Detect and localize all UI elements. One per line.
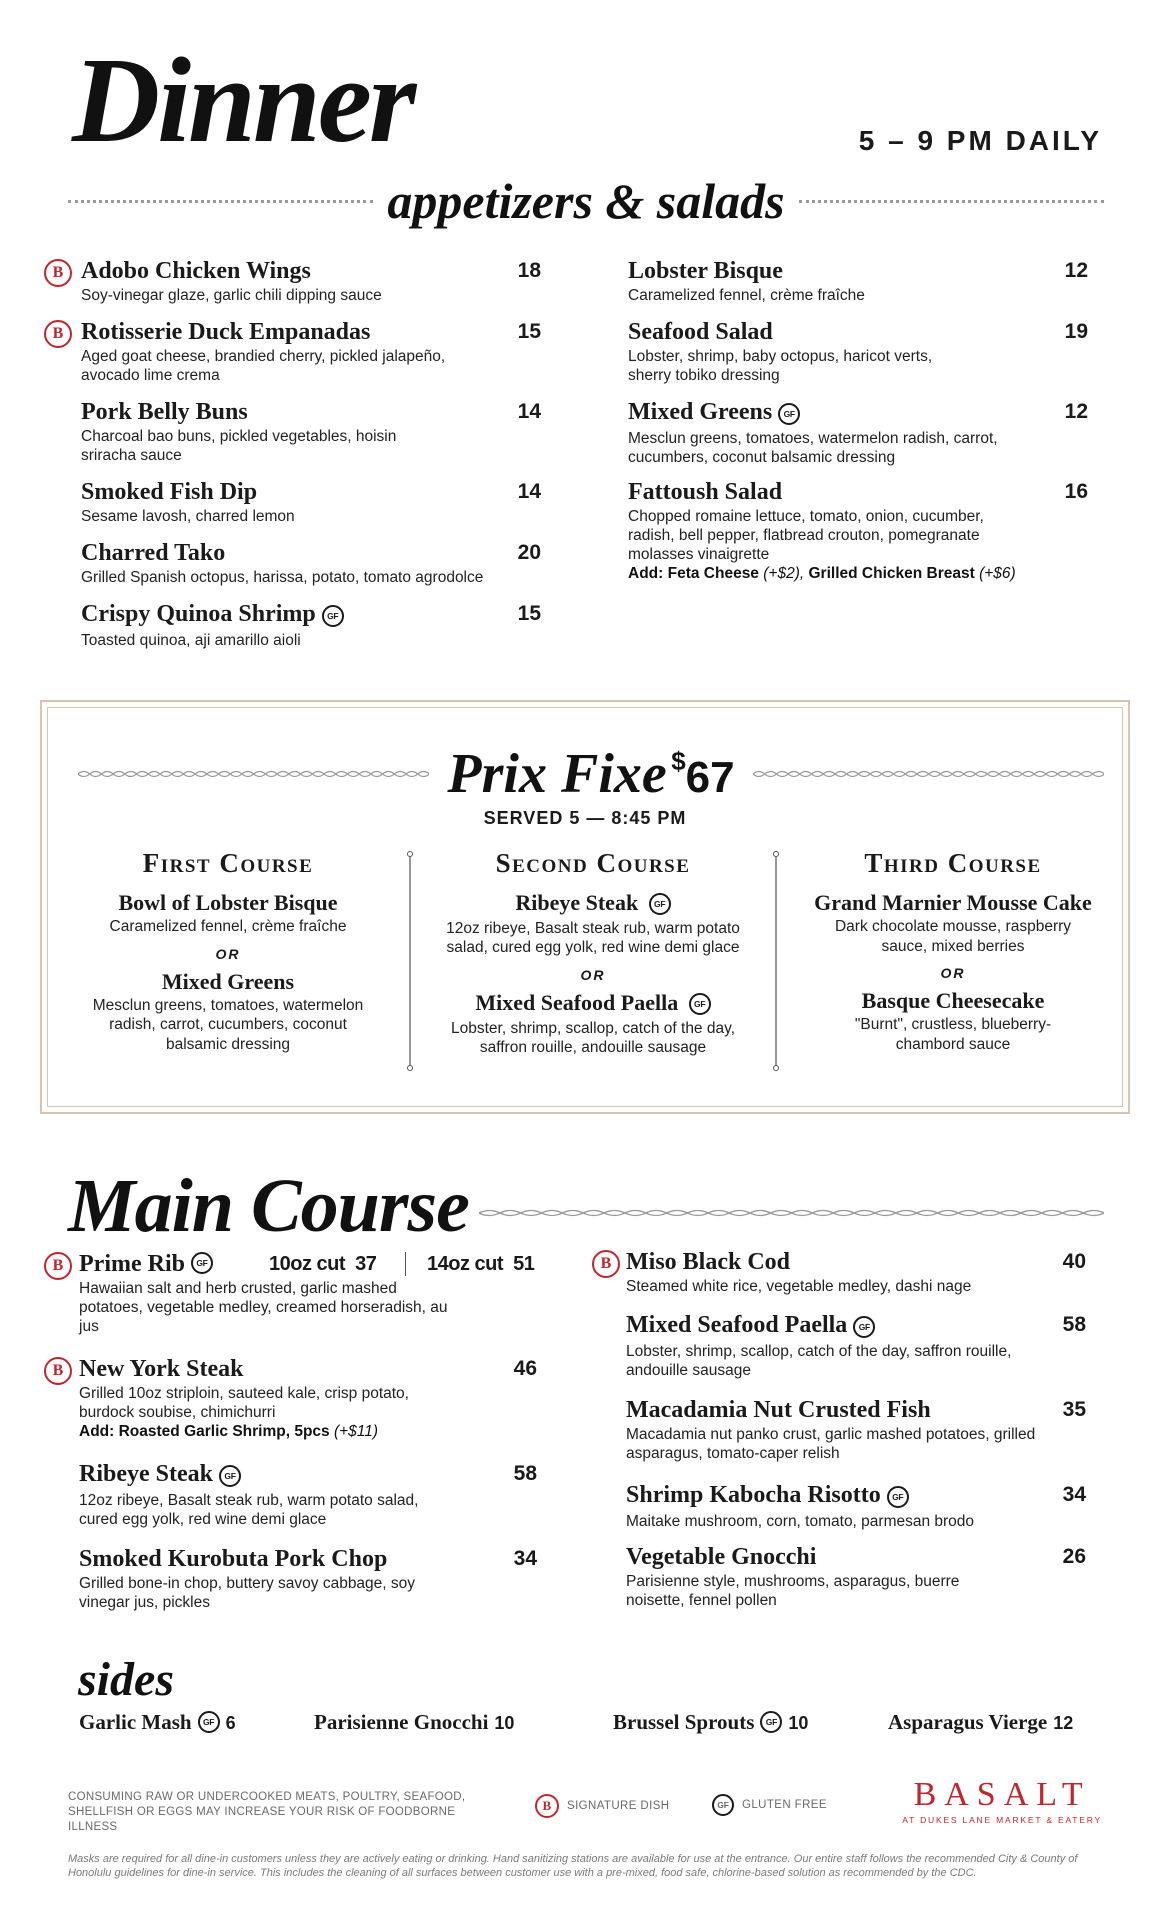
item-name: Seafood Salad xyxy=(628,319,773,345)
item-desc: Caramelized fennel, crème fraîche xyxy=(628,287,865,305)
item-price: 46 xyxy=(513,1357,537,1380)
item-price: 12 xyxy=(1064,259,1088,282)
second-course-column xyxy=(433,848,753,1058)
item-desc: Mesclun greens, tomatoes, watermelon radish, carrot, cucumbers, coconut balsamic dressing xyxy=(628,430,998,466)
gluten-free-icon: GF xyxy=(778,403,800,425)
course-dish: Grand Marnier Mousse Cake xyxy=(814,890,1092,915)
item-price: 40 xyxy=(1062,1250,1086,1273)
third-course-column xyxy=(793,848,1113,1054)
side-item: Brussel Sprouts GF 10 xyxy=(613,1710,809,1734)
signature-b-icon: B xyxy=(44,320,72,348)
ornament-left xyxy=(78,769,429,779)
gluten-free-icon: GF xyxy=(219,1465,241,1487)
course-title: First Course xyxy=(142,848,314,878)
item-name: Mixed Seafood Paella xyxy=(626,1312,848,1338)
item-price: 26 xyxy=(1062,1545,1086,1568)
item-name: Shrimp Kabocha Risotto xyxy=(626,1482,881,1508)
gluten-free-icon: GF xyxy=(760,1711,782,1733)
item-name: Smoked Fish Dip xyxy=(81,479,258,505)
item-name: Smoked Kurobuta Pork Chop xyxy=(79,1546,388,1572)
add-on-line: Add: Feta Cheese (+$2), Grilled Chicken Breast (+$6) xyxy=(628,565,1016,583)
prix-fixe-price: $67 xyxy=(671,746,735,802)
menu-item xyxy=(626,1313,1086,1380)
item-price: 20 xyxy=(517,541,541,564)
prix-fixe-title-row xyxy=(78,742,1104,806)
item-name: Crispy Quinoa Shrimp xyxy=(81,601,316,627)
menu-item xyxy=(79,1357,537,1441)
cut-divider xyxy=(405,1252,406,1276)
appetizers-heading-row xyxy=(68,173,1104,229)
item-price: 14 xyxy=(517,480,541,503)
course-desc: 12oz ribeye, Basalt steak rub, warm potato salad, cured egg yolk, red wine demi glace xyxy=(446,919,740,957)
item-desc: Macadamia nut panko crust, garlic mashed potatoes, grilled asparagus, tomato-caper relish xyxy=(626,1426,1036,1463)
item-desc: Charcoal bao buns, pickled vegetables, hoisin sriracha sauce xyxy=(81,428,397,465)
course-dish: Mixed Seafood Paella xyxy=(475,989,679,1015)
item-price: 18 xyxy=(517,259,541,282)
column-divider xyxy=(771,850,781,1072)
menu-item xyxy=(626,1250,1086,1296)
menu-item xyxy=(628,259,1088,305)
course-dish: Bowl of Lobster Bisque xyxy=(118,890,338,915)
or-separator: OR xyxy=(215,945,241,962)
menu-item xyxy=(81,400,541,465)
signature-b-icon: B xyxy=(44,1357,72,1385)
prix-fixe-title: Prix Fixe xyxy=(447,743,667,805)
item-desc: Hawaiian salt and herb crusted, garlic mashed potatoes, vegetable medley, creamed horseradish, au jus xyxy=(79,1280,448,1336)
page-title: Dinner xyxy=(72,33,414,168)
item-desc: Lobster, shrimp, baby octopus, haricot verts, sherry tobiko dressing xyxy=(628,348,933,385)
gluten-free-icon: GF xyxy=(322,605,344,627)
item-price: 58 xyxy=(1062,1313,1086,1336)
item-name: Miso Black Cod xyxy=(626,1249,791,1275)
item-name: Charred Tako xyxy=(81,540,226,566)
course-dish: Mixed Greens xyxy=(161,968,295,994)
course-desc: Dark chocolate mousse, raspberry sauce, mixed berries xyxy=(834,918,1072,955)
side-item: Parisienne Gnocchi 10 xyxy=(314,1710,515,1734)
gluten-free-icon: GF xyxy=(853,1316,875,1338)
item-name: Macadamia Nut Crusted Fish xyxy=(626,1397,931,1423)
menu-item xyxy=(81,602,541,650)
prix-fixe-box xyxy=(40,700,1130,1114)
served-hours: SERVED 5 — 8:45 PM xyxy=(483,808,687,828)
cut-option-10oz: 10oz cut 37 xyxy=(269,1253,377,1275)
item-price: 14 xyxy=(517,400,541,423)
menu-item xyxy=(79,1547,537,1612)
dotted-rule-left xyxy=(68,200,373,203)
item-desc: Chopped romaine lettuce, tomato, onion, cucumber, radish, bell pepper, flatbread crouton, pomegranate molasses vinaigrette xyxy=(628,508,984,564)
item-name: Adobo Chicken Wings xyxy=(81,258,311,284)
masks-note: Masks are required for all dine-in customers unless they are actively eating or drinking. Hand sanitizing stations are available for use at the entrance. Our entire staff follows the recommended City & County of Honolulu guidelines for dine-in service. This includes the cleaning of all surfaces between customer use with a pre-mixed, food safe, chlorine-based solution as recommended by the CDC. xyxy=(68,1853,1078,1879)
item-desc: 12oz ribeye, Basalt steak rub, warm potato salad, cured egg yolk, red wine demi glace xyxy=(79,1492,419,1528)
menu-item xyxy=(79,1462,537,1529)
item-desc: Maitake mushroom, corn, tomato, parmesan brodo xyxy=(626,1513,975,1530)
cut-option-14oz: 14oz cut 51 xyxy=(427,1253,535,1275)
item-desc: Sesame lavosh, charred lemon xyxy=(81,508,295,526)
course-desc: Lobster, shrimp, scallop, catch of the day, saffron rouille, andouille sausage xyxy=(450,1019,736,1057)
brand-logo xyxy=(902,1778,1102,1825)
menu-item xyxy=(628,480,1088,583)
signature-b-icon: B xyxy=(592,1250,620,1278)
item-desc: Grilled bone-in chop, buttery savoy cabbage, soy vinegar jus, pickles xyxy=(79,1575,416,1612)
ornament-right xyxy=(479,1208,1104,1218)
dotted-rule-right xyxy=(799,200,1104,203)
course-title: Third Course xyxy=(864,848,1042,878)
course-desc: Mesclun greens, tomatoes, watermelon radish, carrot, cucumbers, coconut balsamic dressing xyxy=(92,996,364,1053)
legend-signature: B SIGNATURE DISH xyxy=(535,1794,670,1818)
side-item: Asparagus Vierge 12 xyxy=(888,1710,1074,1734)
item-name: Vegetable Gnocchi xyxy=(626,1544,817,1570)
first-course-column xyxy=(68,848,388,1054)
item-price: 34 xyxy=(1062,1483,1086,1506)
signature-b-icon: B xyxy=(44,1252,72,1280)
column-divider xyxy=(405,850,415,1072)
item-price: 19 xyxy=(1064,320,1088,343)
item-desc: Aged goat cheese, brandied cherry, pickled jalapeño, avocado lime crema xyxy=(81,348,446,385)
item-price: 16 xyxy=(1064,480,1088,503)
service-hours: 5 – 9 PM DAILY xyxy=(858,125,1102,156)
item-name: Prime Rib xyxy=(79,1251,185,1277)
menu-item xyxy=(81,320,541,385)
item-name: Pork Belly Buns xyxy=(81,399,248,425)
or-separator: OR xyxy=(580,966,606,983)
legend-gluten-free: GF GLUTEN FREE xyxy=(712,1794,827,1816)
item-name: Fattoush Salad xyxy=(628,479,783,505)
item-desc: Toasted quinoa, aji amarillo aioli xyxy=(81,632,301,649)
menu-item xyxy=(81,259,541,305)
signature-b-icon: B xyxy=(535,1794,559,1818)
gluten-free-icon: GF xyxy=(191,1252,213,1274)
ornament-right xyxy=(753,769,1104,779)
menu-item xyxy=(628,320,1088,385)
item-desc: Grilled Spanish octopus, harissa, potato, tomato agrodolce xyxy=(81,569,484,587)
main-course-heading: Main Course xyxy=(68,1164,469,1248)
item-name: Rotisserie Duck Empanadas xyxy=(81,319,371,345)
item-desc: Lobster, shrimp, scallop, catch of the day, saffron rouille, andouille sausage xyxy=(626,1343,1012,1379)
item-name: Ribeye Steak xyxy=(79,1461,213,1487)
item-price: 34 xyxy=(513,1547,537,1570)
menu-item xyxy=(626,1398,1086,1463)
brand-name: BASALT xyxy=(913,1776,1091,1813)
prix-fixe-inner-border xyxy=(47,707,1123,1107)
gluten-free-icon: GF xyxy=(198,1711,220,1733)
sides-heading: sides xyxy=(78,1653,174,1706)
gluten-free-icon: GF xyxy=(712,1794,734,1816)
brand-tagline: AT DUKES LANE MARKET & EATERY xyxy=(902,1815,1102,1825)
item-desc: Grilled 10oz striploin, sauteed kale, crisp potato, burdock soubise, chimichurri xyxy=(79,1385,409,1422)
menu-item-prime-rib xyxy=(79,1252,539,1336)
menu-item xyxy=(81,541,541,587)
menu-item xyxy=(626,1545,1086,1610)
course-desc: Caramelized fennel, crème fraîche xyxy=(109,918,347,936)
course-dish-row xyxy=(433,991,753,1017)
item-desc: Steamed white rice, vegetable medley, dashi nage xyxy=(626,1278,972,1296)
course-desc: "Burnt", crustless, blueberry-chambord sauce xyxy=(854,1016,1052,1053)
side-item: Garlic Mash GF 6 xyxy=(79,1710,236,1734)
item-price: 12 xyxy=(1064,400,1088,423)
course-dish-row xyxy=(433,891,753,917)
signature-b-icon: B xyxy=(44,259,72,287)
prix-fixe-heading xyxy=(447,742,734,806)
menu-item xyxy=(81,480,541,526)
food-safety-warning: CONSUMING RAW OR UNDERCOOKED MEATS, POULTRY, SEAFOOD, SHELLFISH OR EGGS MAY INCREASE YOUR RISK OF FOODBORNE ILLNESS xyxy=(68,1791,466,1833)
item-name: Lobster Bisque xyxy=(628,258,783,284)
or-separator: OR xyxy=(940,965,966,982)
item-desc: Soy-vinegar glaze, garlic chili dipping sauce xyxy=(81,287,382,305)
item-name: Mixed Greens xyxy=(628,399,773,425)
menu-item xyxy=(626,1483,1086,1531)
gluten-free-icon: GF xyxy=(649,893,671,915)
add-on-line: Add: Roasted Garlic Shrimp, 5pcs (+$11) xyxy=(79,1423,379,1441)
course-dish: Basque Cheesecake xyxy=(861,988,1045,1014)
gluten-free-icon: GF xyxy=(689,993,711,1015)
item-price: 15 xyxy=(517,602,541,625)
item-price: 58 xyxy=(513,1462,537,1485)
appetizers-heading: appetizers & salads xyxy=(387,173,785,229)
main-course-heading-row xyxy=(68,1164,1104,1248)
course-dish: Ribeye Steak xyxy=(515,890,639,915)
menu-item xyxy=(628,400,1088,467)
item-price: 35 xyxy=(1062,1398,1086,1421)
gluten-free-icon: GF xyxy=(887,1486,909,1508)
item-price: 15 xyxy=(517,320,541,343)
course-title: Second Course xyxy=(495,848,691,878)
item-name: New York Steak xyxy=(79,1356,244,1382)
item-desc: Parisienne style, mushrooms, asparagus, buerre noisette, fennel pollen xyxy=(626,1573,960,1610)
